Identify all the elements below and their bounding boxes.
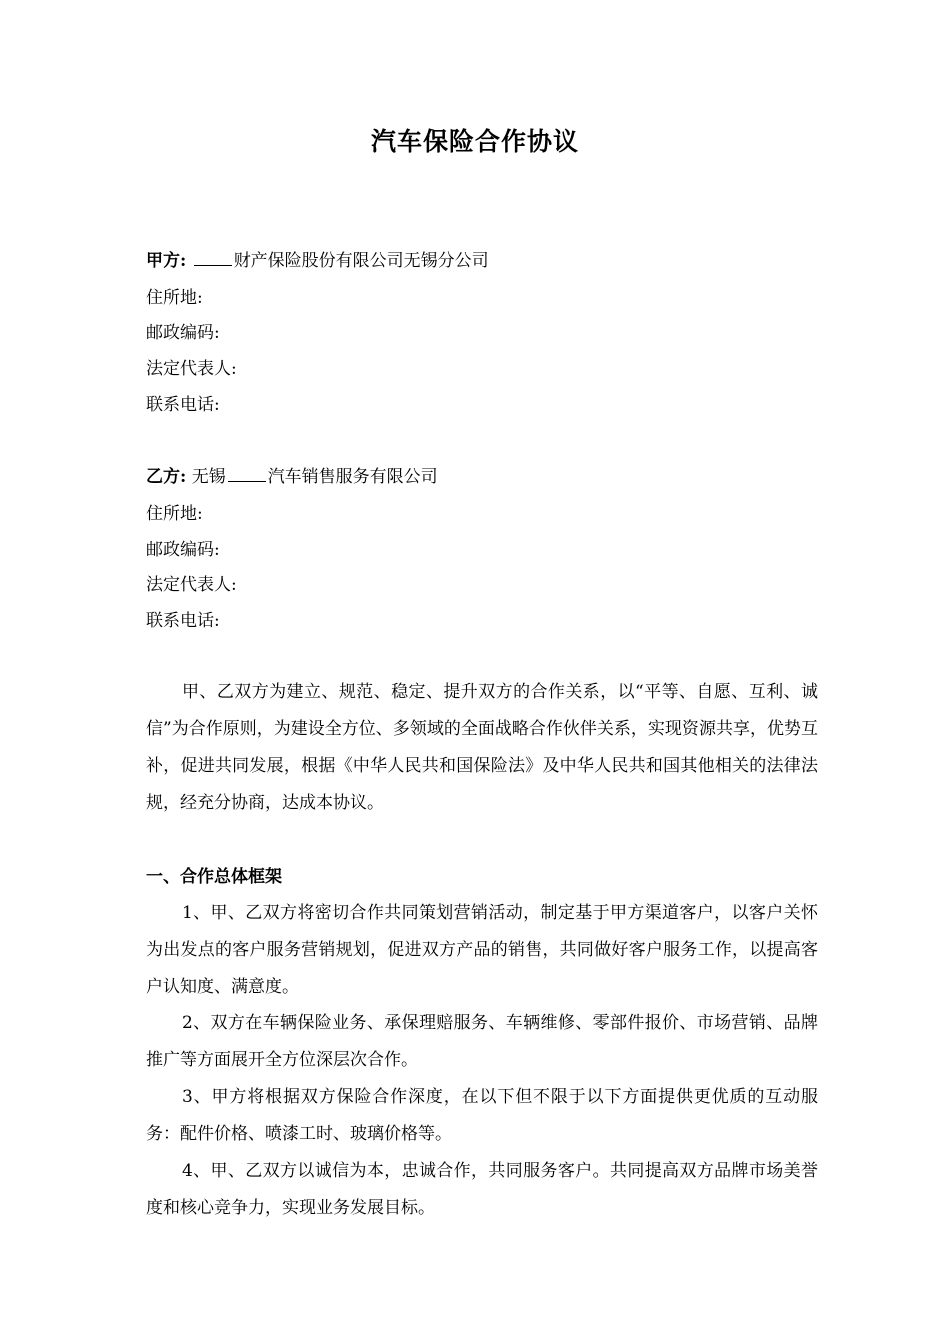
section-1-item-2: 2、双方在车辆保险业务、承保理赔服务、车辆维修、零部件报价、市场营销、品牌推广等方面展开全方位深层次合作。 — [146, 1013, 818, 1070]
party-b-blank — [228, 465, 266, 482]
party-b-line — [146, 464, 438, 490]
document-title: 汽车保险合作协议 — [370, 127, 579, 156]
party-b-name-prefix: 无锡 — [191, 467, 226, 487]
party-a-blank — [194, 249, 232, 266]
section-1-item-3: 3、甲方将根据双方保险合作深度，在以下但不限于以下方面提供更优质的互动服务：配件价格、喷漆工时、玻璃价格等。 — [146, 1087, 818, 1144]
preamble-paragraph: 甲、乙双方为建立、规范、稳定、提升双方的合作关系，以“平等、自愿、互利、诚信”为合作原则，为建设全方位、多领域的全面战略合作伙伴关系，实现资源共享，优势互补，促进共同发展，根据《中华人民共和国保险法》及中华人民共和国其他相关的法律法规，经充分协商，达成本协议。 — [146, 682, 818, 813]
party-a-label: 甲方: — [146, 251, 187, 271]
party-b-phone-label: 联系电话: — [146, 611, 220, 631]
party-b-address-label: 住所地: — [146, 504, 203, 524]
party-a-legal-rep-label: 法定代表人: — [146, 359, 237, 379]
party-b-label: 乙方: — [146, 467, 187, 487]
party-a-line — [146, 248, 489, 274]
section-1-item-1: 1、甲、乙双方将密切合作共同策划营销活动，制定基于甲方渠道客户，以客户关怀为出发点的客户服务营销规划，促进双方产品的销售，共同做好客户服务工作，以提高客户认知度、满意度。 — [146, 903, 818, 997]
section-1-item-4: 4、甲、乙双方以诚信为本，忠诚合作，共同服务客户。共同提高双方品牌市场美誉度和核心竞争力，实现业务发展目标。 — [146, 1161, 818, 1218]
party-a-postcode-label: 邮政编码: — [146, 323, 220, 343]
party-b-name-suffix: 汽车销售服务有限公司 — [267, 467, 438, 487]
section-1-heading: 一、合作总体框架 — [146, 867, 282, 887]
party-b-postcode-label: 邮政编码: — [146, 540, 220, 560]
party-a-phone-label: 联系电话: — [146, 395, 220, 415]
party-a-name: 财产保险股份有限公司无锡分公司 — [233, 251, 489, 271]
party-b-legal-rep-label: 法定代表人: — [146, 575, 237, 595]
party-a-address-label: 住所地: — [146, 288, 203, 308]
